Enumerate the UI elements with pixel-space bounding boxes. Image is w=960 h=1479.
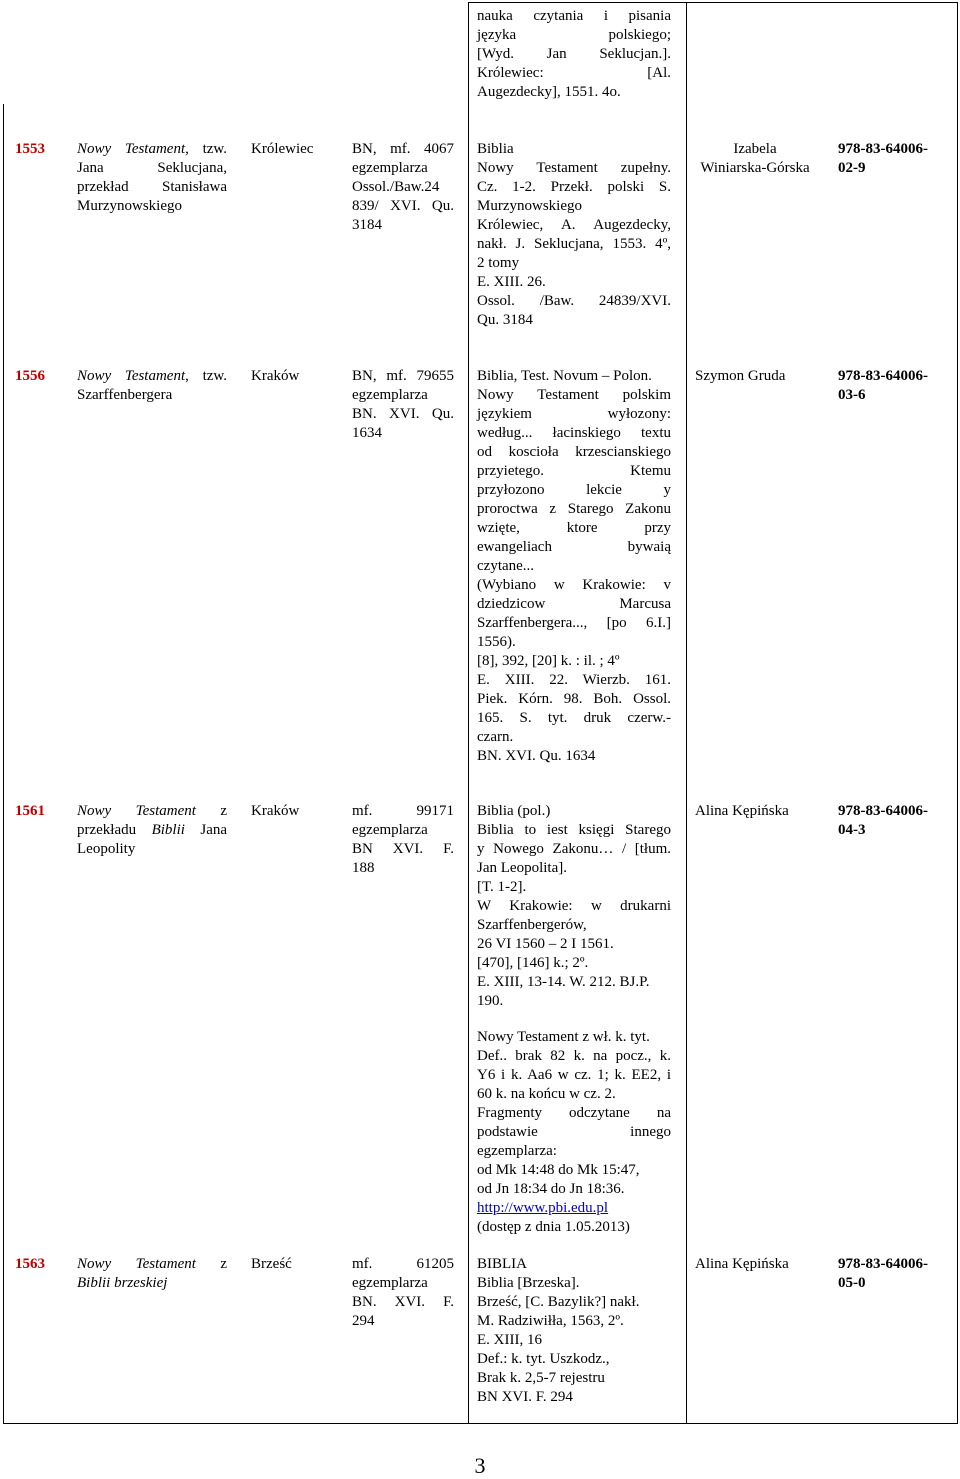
- entry-year: 1553: [15, 141, 45, 157]
- entry-person: Alina Kępińska: [695, 803, 789, 819]
- table-border-top: [468, 2, 958, 3]
- entry-copies: mf. 61205 egzemplarza BN. XVI. F. 294: [352, 1256, 454, 1329]
- entry-place: Kraków: [251, 803, 300, 819]
- entry-copies: mf. 99171 egzemplarza BN XVI. F. 188: [352, 803, 454, 876]
- table-border-left: [3, 104, 4, 1424]
- entry-year: 1556: [15, 368, 45, 384]
- entry-person: Izabela Winiarska-Górska: [700, 141, 810, 176]
- entry-place: Królewiec: [251, 141, 314, 157]
- entry-description: Biblia Nowy Testament zupełny. Cz. 1-2. Przekł. polski S. Murzynowskiego Królewiec, A. Augezdecky, nakł. J. Seklucjana, 1553. 4º, 2 tomy E. XIII. 26. Ossol. /Baw. 24839/XVI. Qu. 3184: [477, 141, 671, 328]
- entry-place: Kraków: [251, 368, 300, 384]
- entry-isbn: 978-83-64006- 05-0: [838, 1256, 928, 1291]
- entry-person: Alina Kępińska: [695, 1256, 789, 1272]
- entry-title: Nowy Testament, tzw. Jana Seklucjana, przekład Stanisława Murzynowskiego: [77, 141, 228, 214]
- entry-isbn: 978-83-64006- 04-3: [838, 803, 928, 838]
- entry-person: Szymon Gruda: [695, 368, 786, 384]
- entry-description-note: Nowy Testament z wł. k. tyt. Def.. brak 82 k. na pocz., k. Y6 i k. Aa6 w cz. 1; k. EE2, i 60 k. na końcu w cz. 2. Fragmenty odczytane na podstawie innego egzemplarza: od Mk 14:48 do Mk 15:47, od Jn 18:34 do Jn 18:36. http://www.pbi.edu.pl (dostęp z dnia 1.05.2013): [477, 1029, 671, 1235]
- table-border-bottom: [3, 1423, 958, 1424]
- entry-isbn: 978-83-64006- 03-6: [838, 368, 928, 403]
- entry-title: Nowy Testament, tzw. Szarffenbergera: [77, 368, 228, 403]
- entry-isbn: 978-83-64006- 02-9: [838, 141, 928, 176]
- entry-year: 1563: [15, 1256, 45, 1272]
- entry-description: BIBLIA Biblia [Brzeska]. Brześć, [C. Bazylik?] nakł. M. Radziwiłła, 1563, 2º. E. XIII, 16 Def.: k. tyt. Uszkodz., Brak k. 2,5-7 rejestru BN XVI. F. 294: [477, 1256, 640, 1405]
- entry-place: Brześć: [251, 1256, 292, 1272]
- page-number: 3: [474, 1453, 486, 1478]
- entry-copies: BN, mf. 79655 egzemplarza BN. XVI. Qu. 1634: [352, 368, 454, 441]
- entry-title: Nowy Testament z Biblii brzeskiej: [77, 1256, 227, 1291]
- entry-title: Nowy Testament z przekładu Biblii Jana Leopolity: [77, 803, 228, 857]
- column-divider: [686, 2, 687, 1424]
- top-continuation-text: nauka czytania i pisania języka polskiego; [Wyd. Jan Seklucjan.]. Królewiec: [Al. Augezdecky], 1551. 4o.: [477, 8, 671, 100]
- column-divider: [468, 2, 469, 1424]
- entry-copies: BN, mf. 4067 egzemplarza Ossol./Baw.24 839/ XVI. Qu. 3184: [352, 141, 454, 233]
- table-border-right: [957, 2, 958, 1424]
- entry-description: Biblia, Test. Novum – Polon. Nowy Testament polskim językiem wyłozony: według... łacinskiego textu od koscioła krzescianskiego przyietego. Ktemu przyłozono lekcie y proroctwa z Starego Zakonu wzięte, ktore przy ewangeliach bywaią czytane... (Wybiano w Krakowie: v dziedzicow Marcusa Szarffenbergera..., [po 6.I.] 1556). [8], 392, [20] k. : il. ; 4º E. XIII. 22. Wierzb. 161. Piek. Kórn. 98. Boh. Ossol. 165. S. tyt. druk czerw.- czarn. BN. XVI. Qu. 1634: [477, 368, 671, 764]
- entry-description: Biblia (pol.) Biblia to iest księgi Starego y Nowego Zakonu… / [tłum. Jan Leopolita]. [T. 1-2]. W Krakowie: w drukarni Szarffenbergerów, 26 VI 1560 – 2 I 1561. [470], [146] k.; 2º. E. XIII, 13-14. W. 212. BJ.P. 190.: [477, 803, 671, 1009]
- source-link[interactable]: http://www.pbi.edu.pl: [477, 1200, 609, 1216]
- entry-year: 1561: [15, 803, 45, 819]
